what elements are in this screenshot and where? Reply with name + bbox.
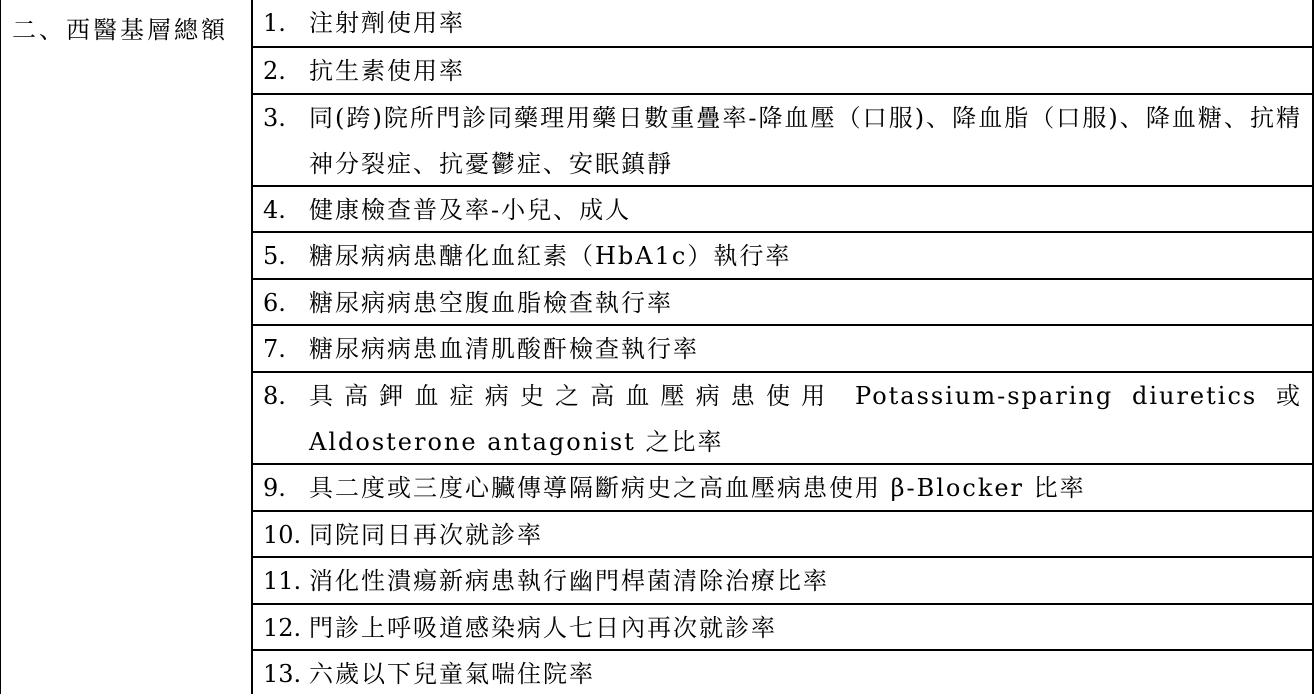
item-text: 健康檢查普及率-小兒、成人 bbox=[309, 196, 632, 224]
item-number: 10. bbox=[263, 521, 302, 549]
item-number: 5. bbox=[263, 242, 286, 270]
list-item bbox=[253, 558, 1314, 605]
item-number: 2. bbox=[263, 57, 286, 85]
item-number: 13. bbox=[263, 660, 302, 688]
item-number: 4. bbox=[263, 196, 286, 224]
item-text: 門診上呼吸道感染病人七日內再次就診率 bbox=[309, 614, 777, 642]
item-text: 具高鉀血症病史之高血壓病患使用 Potassium-sparing diuretics 或 Aldosterone antagonist 之比率 bbox=[309, 382, 1302, 456]
category-label: 二、西醫基層總額 bbox=[12, 16, 228, 44]
list-item bbox=[253, 605, 1314, 651]
item-text: 抗生素使用率 bbox=[309, 57, 465, 85]
list-item bbox=[253, 280, 1314, 326]
list-item bbox=[253, 465, 1314, 512]
list-item bbox=[253, 651, 1314, 694]
item-text: 同(跨)院所門診同藥理用藥日數重疊率-降血壓（口服)、降血脂（口服)、降血糖、抗精神分裂症、抗憂鬱症、安眠鎮靜 bbox=[309, 104, 1302, 178]
list-item bbox=[253, 187, 1314, 233]
list-item bbox=[253, 326, 1314, 373]
item-text: 六歲以下兒童氣喘住院率 bbox=[309, 660, 595, 688]
list-item bbox=[253, 0, 1314, 48]
item-number: 11. bbox=[263, 567, 302, 595]
indicator-list bbox=[253, 0, 1314, 694]
item-text: 注射劑使用率 bbox=[309, 9, 465, 37]
list-item bbox=[253, 48, 1314, 95]
item-number: 6. bbox=[263, 289, 286, 317]
item-text: 同院同日再次就診率 bbox=[309, 521, 543, 549]
category-cell bbox=[0, 0, 253, 694]
item-text: 消化性潰瘍新病患執行幽門桿菌清除治療比率 bbox=[309, 567, 829, 595]
item-text: 糖尿病病患醣化血紅素（HbA1c）執行率 bbox=[309, 242, 792, 270]
list-item bbox=[253, 512, 1314, 558]
item-number: 8. bbox=[263, 382, 286, 410]
item-number: 7. bbox=[263, 335, 286, 363]
item-text: 糖尿病病患血清肌酸酐檢查執行率 bbox=[309, 335, 699, 363]
list-item bbox=[253, 373, 1314, 465]
item-number: 1. bbox=[263, 9, 286, 37]
item-number: 12. bbox=[263, 614, 302, 642]
item-text: 具二度或三度心臟傳導隔斷病史之高血壓病患使用 β-Blocker 比率 bbox=[309, 474, 1086, 502]
item-number: 3. bbox=[263, 104, 286, 132]
list-item bbox=[253, 95, 1314, 187]
item-text: 糖尿病病患空腹血脂檢查執行率 bbox=[309, 289, 673, 317]
list-item bbox=[253, 233, 1314, 280]
item-number: 9. bbox=[263, 474, 286, 502]
